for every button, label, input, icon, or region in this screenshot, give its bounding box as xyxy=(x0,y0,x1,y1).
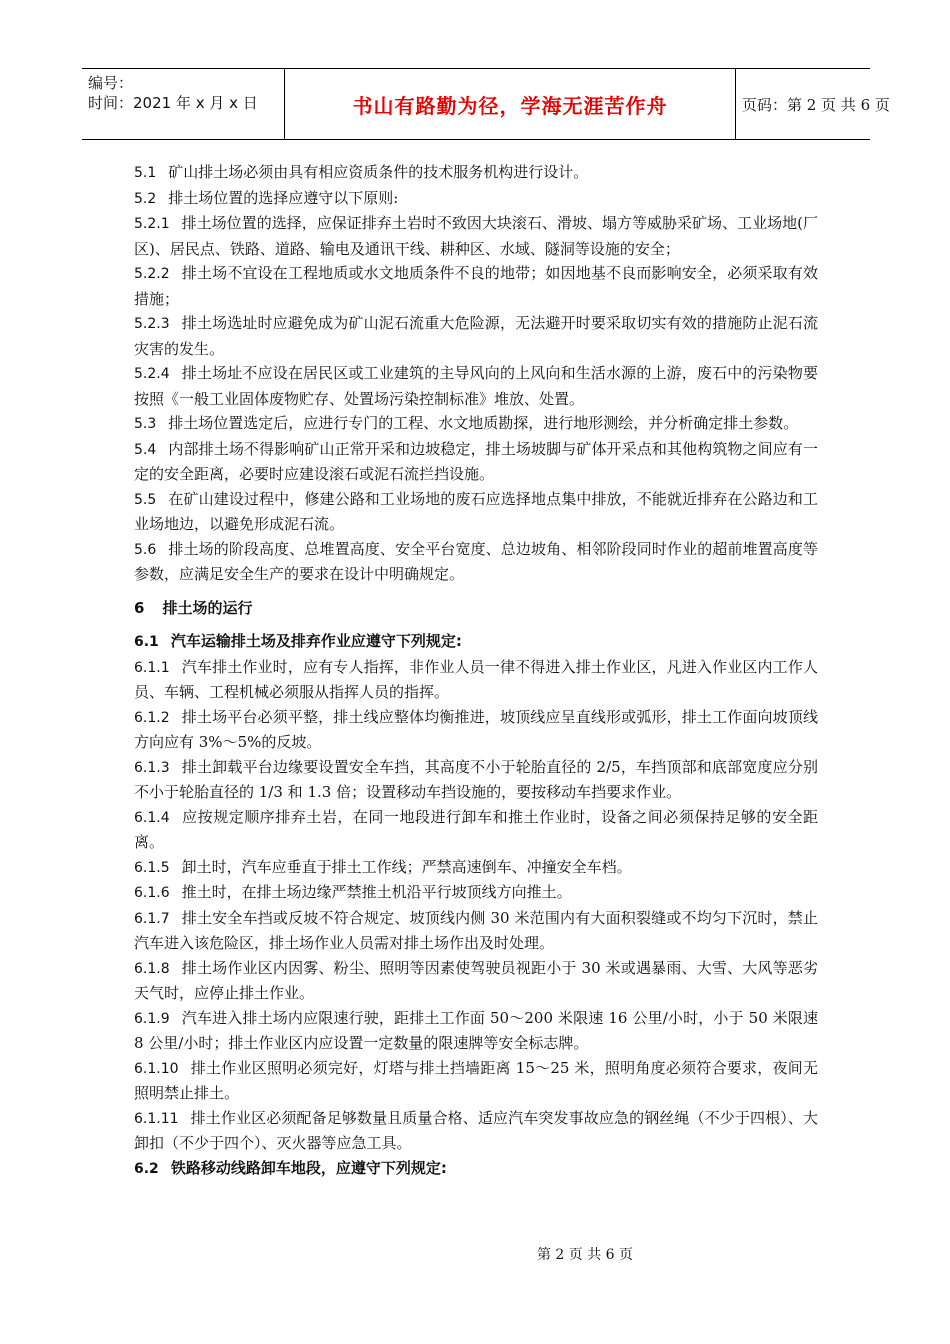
header-page-cell xyxy=(742,69,890,139)
clause-paragraph xyxy=(134,1006,818,1056)
document-body xyxy=(134,160,818,1181)
clause-text: 内部排土场不得影响矿山正常开采和边坡稳定，排土场坡脚与矿体开采点和其他构筑物之间应有一定的安全距离，必要时应建设滚石或泥石流拦挡设施。 xyxy=(134,439,818,483)
clause-number: 5.1 xyxy=(134,165,157,181)
clause-paragraph xyxy=(134,211,818,261)
clause-paragraph xyxy=(134,261,818,311)
clause-paragraph xyxy=(134,1156,818,1182)
clause-number: 6.1.11 xyxy=(134,1110,179,1127)
clause-text: 排土场位置的选择，应保证排弃土岩时不致因大块滚石、滑坡、塌方等威胁采矿场、工业场地(厂区)、居民点、铁路、道路、输电及通讯干线、耕种区、水域、隧洞等设施的安全； xyxy=(134,214,818,258)
clause-paragraph xyxy=(134,160,818,186)
clause-text: 排土安全车挡或反坡不符合规定、坡顶线内侧 30 米范围内有大面积裂缝或不均匀下沉时，禁止汽车进入该危险区，排土场作业人员需对排土场作出及时处理。 xyxy=(134,908,818,952)
clause-number: 5.2.1 xyxy=(134,216,170,232)
clause-text: 排土场的阶段高度、总堆置高度、安全平台宽度、总边坡角、相邻阶段同时作业的超前堆置高度等参数，应满足安全生产的要求在设计中明确规定。 xyxy=(134,539,818,583)
clause-text: 排土场作业区内因雾、粉尘、照明等因素使驾驶员视距小于 30 米或遇暴雨、大雪、大风等恶劣天气时，应停止排土作业。 xyxy=(134,958,818,1002)
document-number-label: 编号： xyxy=(88,74,134,92)
page-header xyxy=(82,68,890,140)
clause-text: 排土场址不应设在居民区或工业建筑的主导风向的上风向和生活水源的上游，废石中的污染物要按照《一般工业固体废物贮存、处置场污染控制标准》堆放、处置。 xyxy=(134,364,818,408)
clause-paragraph xyxy=(134,537,818,587)
clause-text: 排土作业区必须配备足够数量且质量合格、适应汽车突发事故应急的钢丝绳（不少于四根）、大卸扣（不少于四个）、灭火器等应急工具。 xyxy=(134,1108,818,1152)
clause-text: 排土场位置的选择应遵守以下原则: xyxy=(168,188,399,207)
header-motto: 书山有路勤为径，学海无涯苦作舟 xyxy=(352,93,668,118)
clause-text: 排土场选址时应避免成为矿山泥石流重大危险源，无法避开时要采取切实有效的措施防止泥石流灾害的发生。 xyxy=(134,314,818,358)
clause-text: 汽车进入排土场内应限速行驶，距排土工作面 50～200 米限速 16 公里/小时，小于 50 米限速 8 公里/小时；排土作业区内应设置一定数量的限速牌等安全标志牌。 xyxy=(134,1008,818,1052)
clause-number: 5.2.2 xyxy=(134,266,170,282)
clause-paragraph xyxy=(134,805,818,855)
header-motto-cell xyxy=(284,69,736,139)
clause-number: 6.1.3 xyxy=(134,759,170,776)
clause-paragraph xyxy=(134,437,818,487)
section-6-heading xyxy=(134,596,818,621)
clause-number: 6.1.2 xyxy=(134,709,170,726)
clause-number: 6.1.6 xyxy=(134,885,170,901)
clause-text: 矿山排土场必须由具有相应资质条件的技术服务机构进行设计。 xyxy=(168,163,589,181)
clause-text: 排土场平台必须平整，排土线应整体均衡推进，坡顶线应呈直线形或弧形，排土工作面向坡顶线方向应有 3%～5%的反坡。 xyxy=(134,707,818,751)
header-page-label: 页码：第 2 页 共 6 页 xyxy=(742,95,890,114)
footer-page-number: 第 2 页 共 6 页 xyxy=(536,1247,634,1263)
clause-number: 5.2.4 xyxy=(134,366,170,382)
section-6-title: 排土场的运行 xyxy=(162,598,253,617)
clause-paragraph xyxy=(134,487,818,537)
section-5 xyxy=(134,160,818,587)
clause-paragraph xyxy=(134,311,818,361)
clause-number: 6.1.5 xyxy=(134,859,170,876)
clause-number: 6.1 xyxy=(134,634,159,650)
clause-paragraph xyxy=(134,361,818,411)
clause-number: 5.5 xyxy=(134,491,157,508)
clause-text: 汽车排土作业时，应有专人指挥，非作业人员一律不得进入排土作业区，凡进入作业区内工作人员、车辆、工程机械必须服从指挥人员的指挥。 xyxy=(134,657,818,701)
clause-paragraph xyxy=(134,855,818,881)
clause-text: 在矿山建设过程中，修建公路和工业场地的废石应选择地点集中排放，不能就近排弃在公路边和工业场地边，以避免形成泥石流。 xyxy=(134,489,818,533)
header-meta xyxy=(88,73,288,137)
clause-number: 6.1.4 xyxy=(134,809,170,826)
clause-number: 5.2.3 xyxy=(134,316,170,332)
section-6 xyxy=(134,629,818,1181)
clause-paragraph xyxy=(134,880,818,906)
clause-paragraph xyxy=(134,1056,818,1106)
clause-number: 5.2 xyxy=(134,190,157,207)
clause-paragraph xyxy=(134,906,818,956)
clause-number: 6.1.9 xyxy=(134,1010,170,1027)
clause-text: 排土场不宜设在工程地质或水文地质条件不良的地带；如因地基不良而影响安全，必须采取有效措施； xyxy=(134,264,818,308)
clause-number: 6.1.8 xyxy=(134,960,170,977)
clause-paragraph xyxy=(134,411,818,437)
clause-paragraph xyxy=(134,956,818,1006)
document-time-label: 时间：2021 年 x 月 x 日 xyxy=(88,94,258,112)
clause-number: 6.1.7 xyxy=(134,910,170,927)
clause-text: 排土卸载平台边缘要设置安全车挡，其高度不小于轮胎直径的 2/5，车挡顶部和底部宽度应分别不小于轮胎直径的 1/3 和 1.3 倍；设置移动车挡设施的，要按移动车挡要求作业。 xyxy=(134,757,818,801)
clause-text: 推土时，在排土场边缘严禁推土机沿平行坡顶线方向推土。 xyxy=(181,883,572,901)
clause-text: 排土场位置选定后，应进行专门的工程、水文地质勘探，进行地形测绘，并分析确定排土参数。 xyxy=(168,414,799,432)
clause-number: 5.3 xyxy=(134,416,157,432)
clause-paragraph xyxy=(134,186,818,212)
clause-text: 汽车运输排土场及排弃作业应遵守下列规定: xyxy=(170,632,462,650)
clause-number: 6.1.1 xyxy=(134,659,170,676)
clause-paragraph xyxy=(134,1106,818,1156)
clause-paragraph xyxy=(134,755,818,805)
page-footer xyxy=(0,1244,950,1264)
clause-number: 6.2 xyxy=(134,1160,159,1177)
clause-paragraph xyxy=(134,655,818,705)
clause-number: 6.1.10 xyxy=(134,1060,179,1077)
clause-number: 5.6 xyxy=(134,541,157,558)
clause-paragraph xyxy=(134,629,818,655)
clause-text: 应按规定顺序排弃土岩，在同一地段进行卸车和推土作业时，设备之间必须保持足够的安全距离。 xyxy=(134,807,818,851)
clause-number: 5.4 xyxy=(134,441,157,458)
section-6-number: 6 xyxy=(134,598,145,617)
clause-text: 卸土时，汽车应垂直于排土工作线；严禁高速倒车、冲撞安全车档。 xyxy=(181,857,632,876)
clause-paragraph xyxy=(134,705,818,755)
clause-text: 排土作业区照明必须完好，灯塔与排土挡墙距离 15～25 米，照明角度必须符合要求，夜间无照明禁止排土。 xyxy=(134,1058,818,1102)
clause-text: 铁路移动线路卸车地段，应遵守下列规定: xyxy=(170,1158,447,1177)
